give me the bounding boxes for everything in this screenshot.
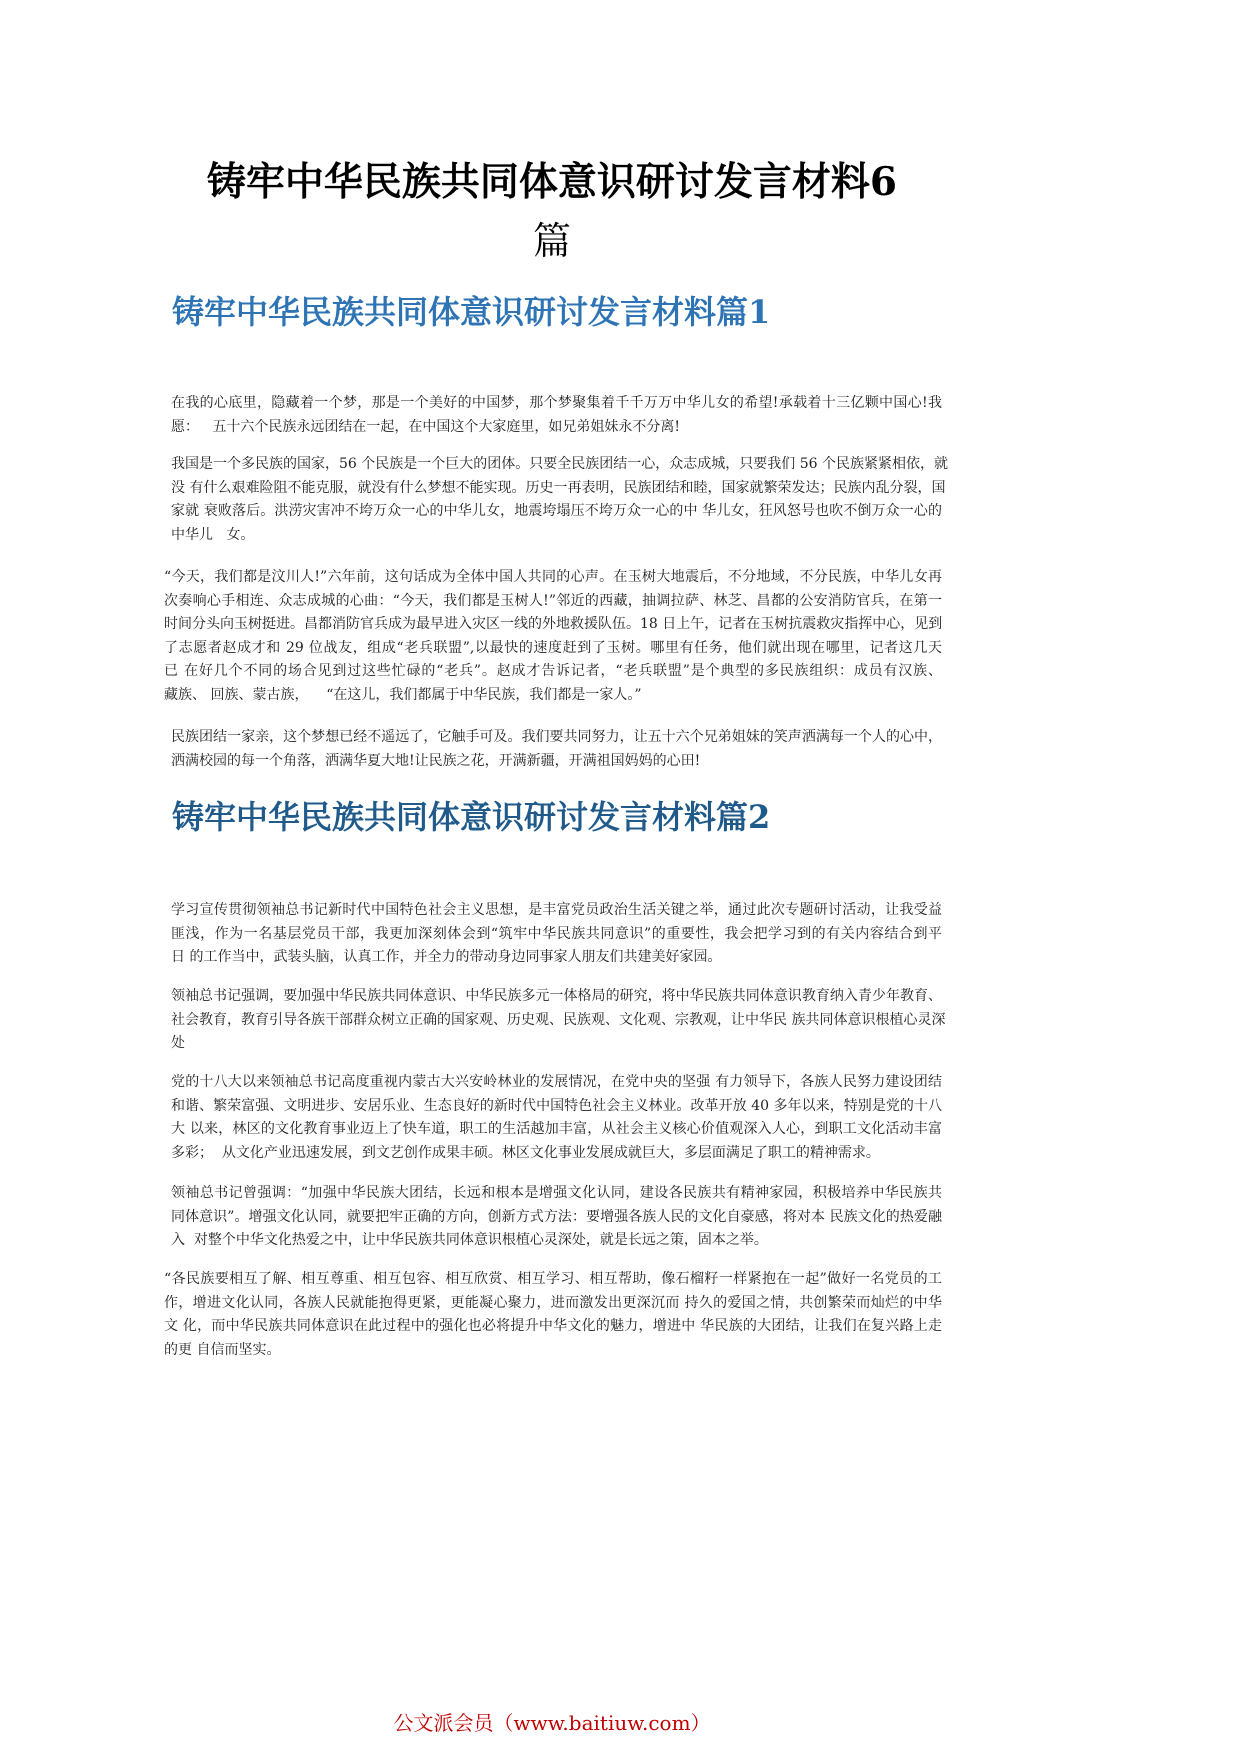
paragraph-line: 领袖总书记曾强调：“加强中华民族大团结，长远和根本是增强文化认同，建设各民族共有精神家园，积极培养中华民族共 [171,1185,942,1201]
paragraph [171,985,946,1056]
section-heading: 铸牢中华民族共同体意识研讨发言材料篇1 [172,293,771,331]
document-title-continuation: 篇 [532,219,571,263]
paragraph-line: 中华儿 女。 [171,526,255,543]
paragraph-line: 多彩； 从文化产业迅速发展，到文艺创作成果丰硕。林区文化事业发展成就巨大，多层面满足了职工的精神需求。 [171,1144,880,1161]
paragraph [171,1182,942,1253]
paragraph-line: 没 有什么艰难险阻不能克服，就没有什么梦想不能实现。历史一再表明，民族团结和睦，国家就繁荣发达；民族内乱分裂，国 [171,479,946,496]
footer-source-text: 公文派会员（www.baitiuw.com） [393,1711,711,1735]
paragraph-line: “今天，我们都是汶川人!”六年前，这句话成为全体中国人共同的心声。在玉树大地震后，不分地域，不分民族，中华儿女再 [164,569,942,585]
paragraph-line: 领袖总书记强调，要加强中华民族共同体意识、中华民族多元一体格局的研究，将中华民族共同体意识教育纳入青少年教育、 [171,988,942,1004]
paragraph [171,1071,942,1165]
paragraph [171,899,942,970]
paragraph [171,726,942,773]
paragraph-line: 学习宣传贯彻领袖总书记新时代中国特色社会主义思想，是丰富党员政治生活关键之举，通过此次专题研讨活动，让我受益 [171,902,942,918]
paragraph-line: 时间分头向玉树挺进。昌都消防官兵成为最早进入灾区一线的外地救援队伍。18 日上午，记者在玉树抗震救灾指挥中心，见到 [164,616,943,633]
paragraph [164,566,942,708]
paragraph-line: 家就 衰败落后。洪涝灾害冲不垮万众一心的中华儿女，地震垮塌压不垮万众一心的中 华儿女，狂风怒号也吹不倒万众一心的 [171,503,942,520]
paragraph-line: 藏族、 回族、蒙古族， “在这儿，我们都属于中华民族，我们都是一家人。” [164,686,642,703]
paragraph-line: 大 以来，林区的文化教育事业迈上了快车道，职工的生活越加丰富，从社会主义核心价值观深入人心，到职工文化活动丰富 [171,1121,942,1138]
paragraph [164,1268,942,1362]
paragraph-line: 文 化，而中华民族共同体意识在此过程中的强化也必将提升中华文化的魅力，增进中 华民族的大团结，让我们在复兴路上走 [164,1318,942,1335]
paragraph-line: 和谐、繁荣富强、文明进步、安居乐业、生态良好的新时代中国特色社会主义林业。改革开放 40 多年以来，特别是党的十八 [171,1097,942,1114]
paragraph-line: 党的十八大以来领袖总书记高度重视内蒙古大兴安岭林业的发展情况，在党中央的坚强 有力领导下，各族人民努力建设团结 [171,1074,942,1090]
paragraph-line: 了志愿者赵成才和 29 位战友，组成“老兵联盟”,以最快的速度赶到了玉树。哪里有任务，他们就出现在哪里，记者这几天 [164,639,942,656]
paragraph-line: 同体意识”。增强文化认同，就要把牢正确的方向，创新方式方法：要增强各族人民的文化自豪感，将对本 民族文化的热爱融 [171,1208,942,1225]
paragraph-line: 日 的工作当中，武装头脑，认真工作，并全力的带动身边同事家人朋友们共建美好家园。 [171,949,722,966]
paragraph-line: 民族团结一家亲，这个梦想已经不遥远了，它触手可及。我们要共同努力，让五十六个兄弟姐妹的笑声洒满每一个人的心中， [171,729,942,745]
paragraph-line: 次奏响心手相连、众志成城的心曲：“今天，我们都是玉树人!”邻近的西藏，抽调拉萨、林芝、昌都的公安消防官兵，在第一 [164,592,942,609]
paragraph-line: 我国是一个多民族的国家，56 个民族是一个巨大的团体。只要全民族团结一心，众志成城，只要我们 56 个民族紧紧相依，就 [171,456,948,472]
paragraph [171,392,942,439]
paragraph-line: 已 在好几个不同的场合见到过这些忙碌的“老兵”。赵成才告诉记者，“老兵联盟”是个典型的多民族组织：成员有汉族、 [164,663,942,680]
paragraph-line: “各民族要相互了解、相互尊重、相互包容、相互欣赏、相互学习、相互帮助，像石榴籽一样紧抱在一起”做好一名党员的工 [164,1271,942,1287]
paragraph-line: 洒满校园的每一个角落，洒满华夏大地!让民族之花，开满新疆，开满祖国妈妈的心田! [171,752,701,769]
section-heading: 铸牢中华民族共同体意识研讨发言材料篇2 [172,798,771,836]
paragraph-line: 作，增进文化认同，各族人民就能抱得更紧，更能凝心聚力，进而激发出更深沉而 持久的爱国之情，共创繁荣而灿烂的中华 [164,1294,942,1311]
paragraph-line: 入 对整个中华文化热爱之中，让中华民族共同体意识根植心灵深处，就是长远之策，固本之举。 [171,1232,768,1249]
paragraph-line: 社会教育，教育引导各族干部群众树立正确的国家观、历史观、民族观、文化观、宗教观，让中华民 族共同体意识根植心灵深 [171,1011,946,1028]
paragraph-line: 匪浅，作为一名基层党员干部，我更加深刻体会到“筑牢中华民族共同意识”的重要性，我会把学习到的有关内容结合到平 [171,925,942,942]
paragraph-line: 在我的心底里，隐藏着一个梦，那是一个美好的中国梦，那个梦聚集着千千万万中华儿女的希望!承载着十三亿颗中国心!我 [171,395,942,411]
paragraph-line: 处 [171,1035,185,1052]
paragraph [171,453,948,547]
paragraph-line: 的更 自信而坚实。 [164,1341,281,1358]
paragraph-line: 愿： 五十六个民族永远团结在一起，在中国这个大家庭里，如兄弟姐妹永不分离! [171,418,680,435]
document-title: 铸牢中华民族共同体意识研讨发言材料6 [206,159,898,205]
